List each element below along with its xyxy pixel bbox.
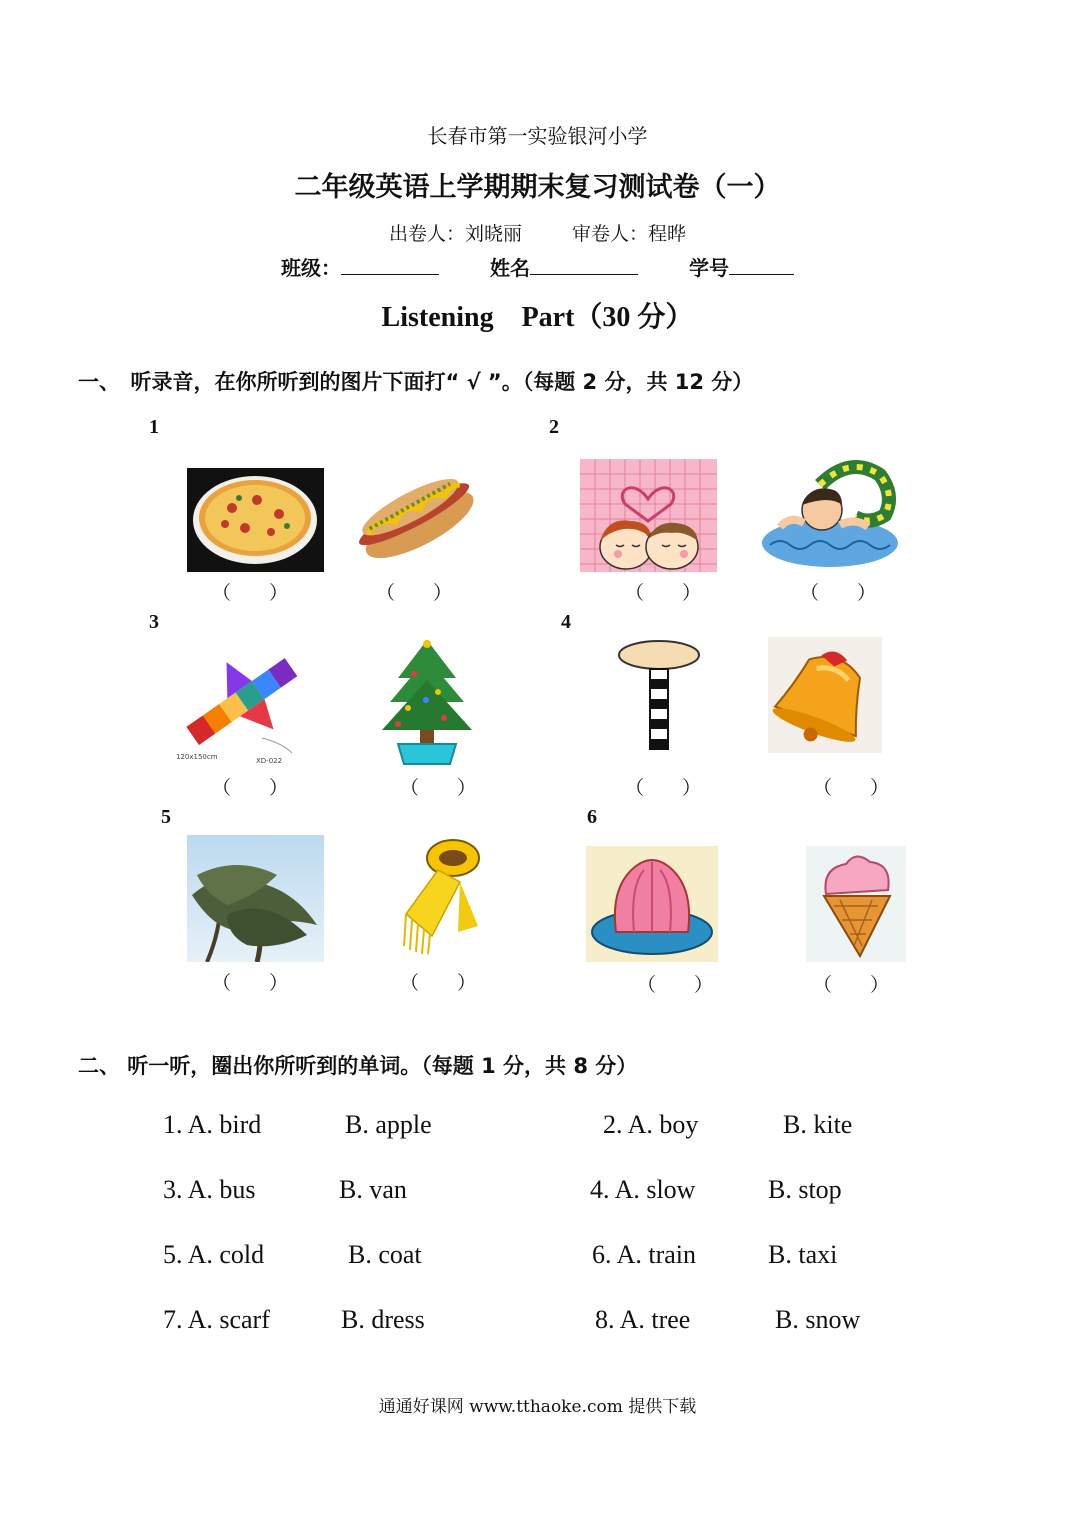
answer-blank[interactable]: （ ） (636, 974, 713, 996)
question-number: 6 (587, 806, 597, 828)
name-field (490, 252, 638, 281)
pizza-icon (187, 468, 324, 572)
author: 出卷人：刘晓丽 (388, 223, 522, 245)
option-word[interactable]: B. coat (348, 1240, 422, 1269)
section2-title: 二、 听一听，圈出你所听到的单词。（每题 1 分，共 8 分） (78, 1054, 638, 1078)
question-number: 3 (149, 611, 159, 633)
option-word[interactable]: B. apple (345, 1110, 432, 1139)
option-word[interactable]: B. van (339, 1175, 407, 1204)
answer-blank[interactable]: （ ） (624, 582, 701, 604)
answer-blank[interactable]: （ ） (211, 582, 288, 604)
windy-tree-icon (187, 835, 324, 962)
answer-blank[interactable]: （ ） (399, 972, 476, 994)
jelly-icon (586, 846, 718, 962)
option-word[interactable]: 4. A. slow (590, 1175, 696, 1204)
kite-code: XD-022 (256, 757, 283, 765)
question-number: 4 (561, 611, 571, 633)
christmas-tree-icon (378, 638, 476, 768)
name-label: 姓名 (490, 256, 530, 280)
student-info-line (0, 252, 1075, 281)
reviewer: 审卷人：程晔 (572, 223, 687, 245)
number-blank[interactable] (729, 256, 794, 275)
question-number: 1 (149, 416, 159, 438)
number-label: 学号 (688, 256, 729, 280)
question-number: 5 (161, 806, 171, 828)
kite-icon (172, 643, 305, 767)
option-word[interactable]: 6. A. train (592, 1240, 696, 1269)
option-word[interactable]: B. kite (783, 1110, 853, 1139)
answer-blank[interactable]: （ ） (624, 777, 701, 799)
class-field (281, 252, 439, 281)
answer-blank[interactable]: （ ） (211, 972, 288, 994)
swimming-boy-icon (760, 455, 900, 570)
option-word[interactable]: B. stop (768, 1175, 842, 1204)
answer-blank[interactable]: （ ） (812, 974, 889, 996)
answer-blank[interactable]: （ ） (211, 777, 288, 799)
option-word[interactable]: 7. A. scarf (163, 1305, 270, 1334)
footer-text: 通通好课网 www.tthaoke.com 提供下载 (378, 1397, 697, 1417)
author-line (0, 219, 1075, 246)
option-word[interactable]: 2. A. boy (603, 1110, 699, 1139)
scarf-icon (398, 836, 484, 955)
question-number: 2 (549, 416, 559, 438)
option-word[interactable]: 3. A. bus (163, 1175, 256, 1204)
answer-blank[interactable]: （ ） (812, 777, 889, 799)
sleeping-kids-icon (580, 459, 717, 572)
class-label: 班级： (281, 256, 342, 280)
answer-blank[interactable]: （ ） (375, 582, 452, 604)
number-field (689, 252, 794, 281)
school-name: 长春市第一实验银河小学 (427, 124, 648, 148)
answer-blank[interactable]: （ ） (399, 777, 476, 799)
option-word[interactable]: 1. A. bird (163, 1110, 262, 1139)
ice-cream-icon (806, 846, 906, 962)
hotdog-icon (351, 460, 479, 572)
class-blank[interactable] (341, 256, 439, 275)
section1-title: 一、 听录音，在你所听到的图片下面打“ √ ”。（每题 2 分，共 12 分） (78, 370, 754, 394)
option-word[interactable]: B. dress (341, 1305, 425, 1334)
answer-blank[interactable]: （ ） (799, 582, 876, 604)
option-word[interactable]: 5. A. cold (163, 1240, 265, 1269)
bus-stop-sign-icon (612, 639, 707, 751)
option-word[interactable]: B. snow (775, 1305, 861, 1334)
bell-icon (768, 637, 882, 753)
name-blank[interactable] (530, 256, 638, 275)
part-title: Listening Part（30 分） (381, 302, 694, 333)
exam-title: 二年级英语上学期期末复习测试卷（一） (294, 172, 781, 203)
kite-caption: 120x150cm (176, 753, 218, 761)
option-word[interactable]: B. taxi (768, 1240, 838, 1269)
option-word[interactable]: 8. A. tree (595, 1305, 691, 1334)
